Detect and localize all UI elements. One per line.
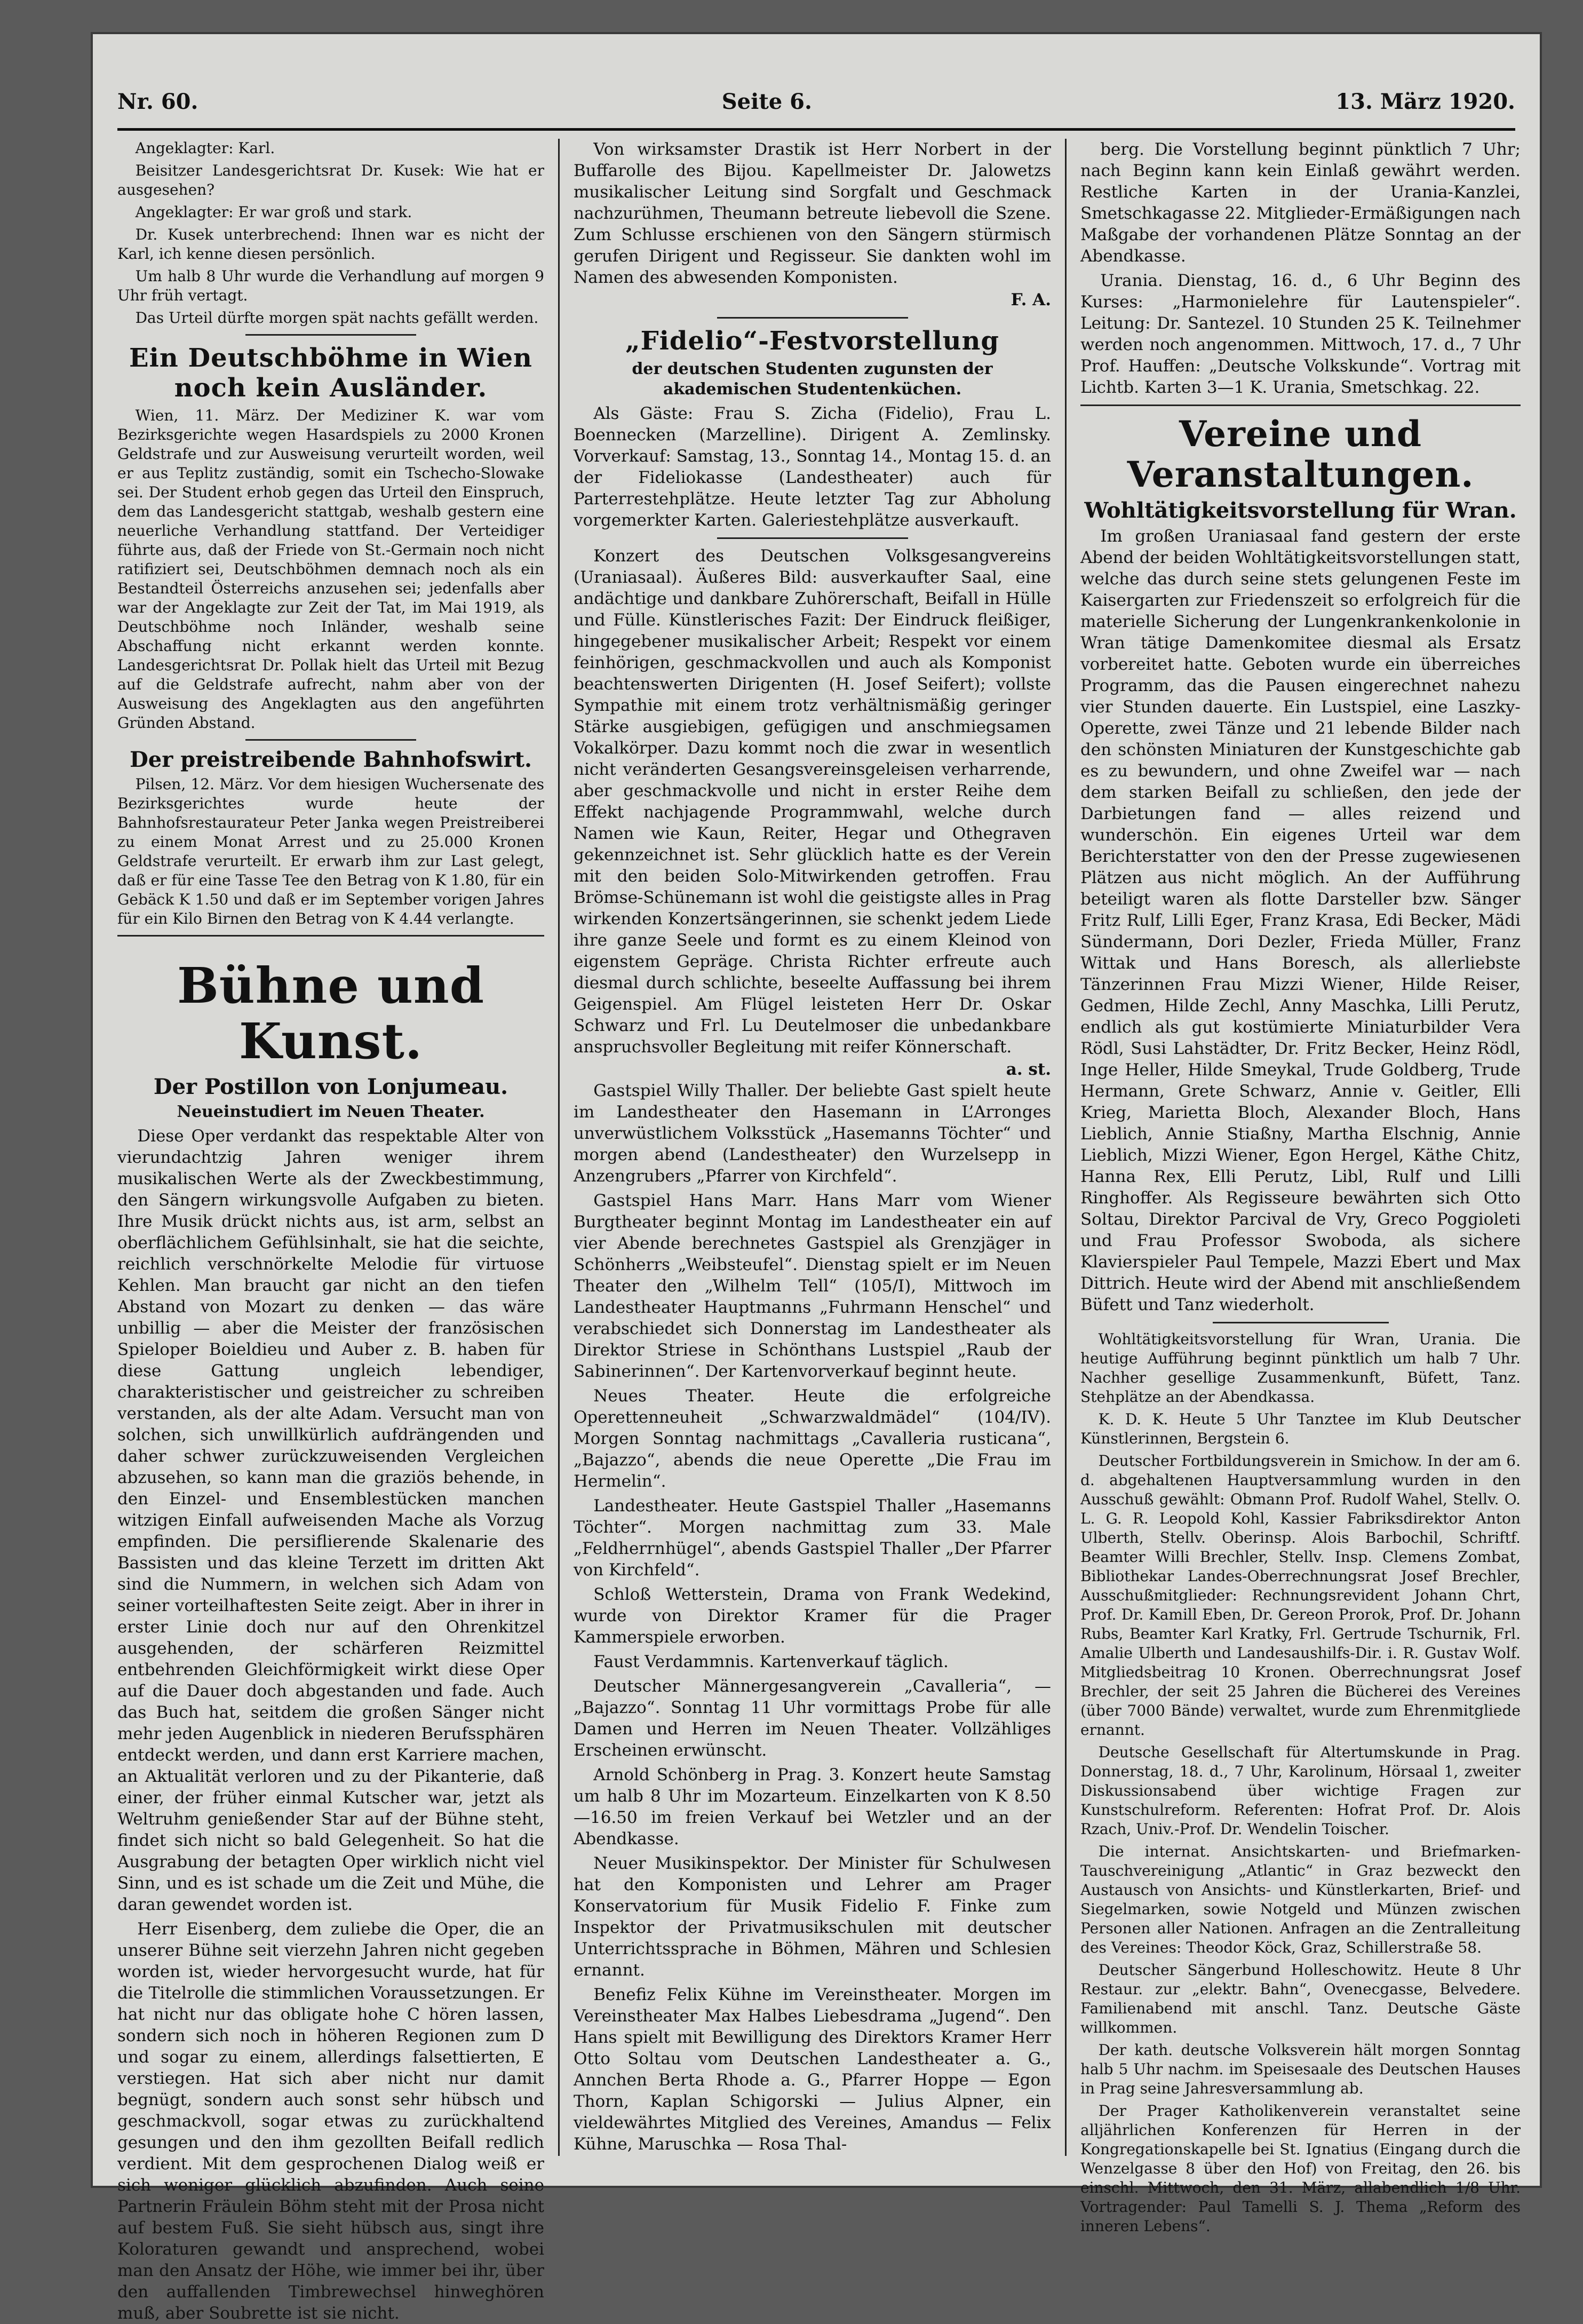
article-body: Im großen Uraniasaal fand gestern der erste Abend der beiden Wohltätigkeitsvorstellungen statt, welche das durch seine stets gelungenen Feste im Kaisergarten zur Friedenszeit so erfolgreich für die materielle Sicherung der Lungenkrankenkolonie in Wran tätige Damenkomitee diesmal als Ersatz vorbereitet hatte. Geboten wurde ein überreiches Programm, das die Pausen eingerechnet nahezu vier Stunden dauerte. Ein Lustspiel, eine Laszky-Operette, zwei Tänze und 21 lebende Bilder nach den schönsten Miniaturen der Kunstgeschichte gab es zu bewundern, und ohne Zweifel war — nach dem starken Beifall zu schließen, den jede der Darbietungen fand — alles reizend und wunderschön. Ein eigenes Urteil war dem Berichterstatter von den der Presse zugewiesenen Plätzen aus nicht möglich. An der Aufführung beteiligt waren als flotte Darsteller bzw. Sänger Fritz Rulf, Lilli Eger, Franz Krasa, Edi Becker, Mädi Sündermann, Dori Dezler, Frieda Müller, Franz Wittak und Hans Boresch, als allerliebste Tänzerinnen Frau Mizzi Wiener, Hilde Reiser, Gedmen, Hilde Zechl, Anny Maschka, Lilli Perutz, endlich als gut kostümierte Miniaturbilder Vera Rödl, Susi Lahstädter, Dr. Fritz Becker, Heinz Rödl, Inge Heller, Hilde Smeykal, Trude Goldberg, Trude Hermann, Grete Schwarz, Annie v. Geitler, Elli Krieg, Marietta Bloch, Alexander Bloch, Hans Lieblich, Annie Stiaßny, Martha Elschnig, Annie Lieblich, Mizzi Wiener, Egon Hergel, Käthe Chitz, Hanna Rex, Elli Perutz, Libl, Rulf und Lilli Ringhoffer. Als Regisseure bewährten sich Otto Soltau, Direktor Parcival de Vry, Greco Poggioleti und Frau Professor Swoboda, als sichere Klavierspieler Paul Tempele, Mazzi Ebert und Max Dittrich. Heute wird der Abend mit anschließendem Büfett und Tanz wiederholt. — [1080, 527, 1521, 1314]
article-headline: Ein Deutschböhme in Wien noch kein Ausländer. — [129, 343, 532, 403]
review-title: Der Postillon von Lonjumeau. — [153, 1074, 508, 1099]
notice-item: Deutsche Gesellschaft für Altertumskunde in Prag. Donnerstag, 18. d., 7 Uhr, Karolinum, Hörsaal 1, zweiter Diskussionsabend über wichtige Fragen zur Kunstschulreform. Referenten: Hofrat Prof. Dr. Alois Rzach, Univ.-Prof. Dr. Wendelin Toischer. — [1080, 1743, 1521, 1838]
news-item: Urania. Dienstag, 16. d., 6 Uhr Beginn des Kurses: „Harmonielehre für Lautenspieler“. Leitung: Dr. Santezel. 10 Stunden 25 K. Teilnehmer werden noch angenommen. Mittwoch, 17. d., 7 Uhr Prof. Hauffen: „Deutsche Volkskunde“. Vortrag mit Lichtb. Karten 3—1 K. Urania, Smetschkag. 22. — [1080, 271, 1521, 397]
divider — [717, 537, 908, 539]
article-headline: Der preistreibende Bahnhofswirt. — [130, 747, 532, 772]
news-item: Arnold Schönberg in Prag. 3. Konzert heute Samstag um halb 8 Uhr im Mozarteum. Einzelkarten von K 8.50—16.50 im freien Verkauf bei Wetzler und an der Abendkasse. — [574, 1765, 1051, 1849]
author-signature: F. A. — [1011, 290, 1051, 310]
divider — [245, 334, 416, 336]
column-divider — [558, 139, 560, 2156]
notice-item: Die internat. Ansichtskarten- und Briefmarken-Tauschvereinigung „Atlantic“ in Graz bezweckt den Austausch von Ansichts- und Künstlerkarten, Brief- und Siegelmarken, sowie Notgeld und Münzen zwischen Personen aller Nationen. Anfragen an die Zentralleitung des Vereines: Theodor Köck, Graz, Schillerstraße 58. — [1080, 1843, 1521, 1956]
section-title: Vereine und Veranstaltungen. — [1127, 413, 1474, 495]
article-headline: „Fidelio“-Festvorstellung — [625, 326, 999, 356]
paragraph: Beisitzer Landesgerichtsrat Dr. Kusek: Wie hat er ausgesehen? — [117, 162, 544, 199]
news-item: Benefiz Felix Kühne im Vereinstheater. Morgen im Vereinstheater Max Halbes Liebesdrama „Jugend“. Den Hans spielt mit Bewilligung des Direktors Kramer Herr Otto Soltau vom Deutschen Landestheater a. G., Annchen Berta Rhode a. G., Pfarrer Hoppe — Egon Thorn, Kaplan Schigorski — Julius Alpner, ein vieldewährtes Mitglied des Vereines, Amandus — Felix Kühne, Maruschka — Rosa Thal- — [574, 1985, 1051, 2154]
paragraph: Das Urteil dürfte morgen spät nachts gefällt werden. — [135, 309, 539, 327]
page-number: Seite 6. — [721, 89, 812, 114]
divider — [717, 317, 908, 319]
column-divider — [1065, 139, 1067, 2156]
news-item: Neuer Musikinspektor. Der Minister für Schulwesen hat den Komponisten und Lehrer am Prager Konservatorium für Musik Fidelio F. Finke zum Inspektor der Privatmusikschulen mit deutscher Unterrichtssprache in Böhmen, Mähren und Schlesien ernannt. — [574, 1854, 1051, 1980]
issue-number: Nr. 60. — [117, 89, 198, 114]
article-headline: Wohltätigkeitsvorstellung für Wran. — [1084, 498, 1517, 523]
divider — [1213, 1322, 1389, 1323]
trial-continuation — [117, 139, 544, 328]
divider — [1080, 404, 1521, 406]
review-subtitle: Neueinstudiert im Neuen Theater. — [177, 1102, 485, 1121]
news-item: Schloß Wetterstein, Drama von Frank Wedekind, wurde von Direktor Kramer für die Prager Kammerspiele erworben. — [574, 1585, 1051, 1647]
paragraph: Um halb 8 Uhr wurde die Verhandlung auf morgen 9 Uhr früh vertagt. — [117, 267, 544, 304]
notice-item: Der Prager Katholikenverein veranstaltet seine alljährlichen Konferenzen für Herren in der Kongregationskapelle bei St. Ignatius (Eingang durch die Wenzelgasse 8 über den Hof) von Freitag, den 26. bis einschl. Mittwoch, den 31. März, allabendlich 1/8 Uhr. Vortragender: Paul Tamelli S. J. Thema „Reform des inneren Lebens“. — [1080, 2102, 1521, 2235]
newspaper-page — [91, 32, 1542, 2323]
news-item: Neues Theater. Heute die erfolgreiche Operettenneuheit „Schwarzwaldmädel“ (104/IV). Morgen Sonntag nachmittags „Cavalleria rusticana“, „Bajazzo“, abends die neue Operette „Die Frau im Hermelin“. — [574, 1386, 1051, 1491]
header-rule — [117, 128, 1515, 131]
article-body: Herr Eisenberg, dem zuliebe die Oper, die an unserer Bühne seit vierzehn Jahren nicht gegeben worden ist, wieder hervorgesucht wurde, hat für die Titelrolle die stimmlichen Voraussetzungen. Er hat nicht nur das obligate hohe C hören lassen, sondern sich noch in höheren Regionen zum D und sogar zu einem, allerdings falsettierten, E verstiegen. Hat sich aber nicht nur damit begnügt, sondern auch sonst sehr hübsch und geschmackvoll, sogar etwas zu zurückhaltend gesungen und den ihm gezollten Beifall redlich verdient. Mit dem gesprochenen Dialog weiß er sich weniger glücklich abzufinden. Auch seine Partnerin Fräulein Böhm steht mit der Prosa nicht auf bestem Fuß. Sie sieht hübsch aus, singt ihre Koloraturen gewandt und ansprechend, wobei man den Ansatz der Höhe, wie immer bei ihr, über den auffallenden Timbrewechsel hinweghören muß, aber Soubrette ist sie nicht. — [117, 1920, 544, 2323]
article-subtitle: der deutschen Studenten zugunsten der akademischen Studentenküchen. — [632, 360, 993, 399]
column-3 — [1080, 139, 1521, 2235]
paragraph: Angeklagter: Er war groß und stark. — [135, 203, 412, 221]
divider — [245, 739, 416, 741]
paragraph: Angeklagter: Karl. — [135, 139, 275, 157]
news-item: Gastspiel Hans Marr. Hans Marr vom Wiener Burgtheater beginnt Montag im Landestheater ein auf vier Abende berechnetes Gastspiel als Grenzjäger in Schönherrs „Weibsteufel“. Dienstag spielt er im Neuen Theater den „Wilhelm Tell“ (105/I), Mittwoch im Landestheater Hauptmanns „Fuhrmann Henschel“ und verabschiedet sich Donnerstag im Landestheater als Direktor Striese in Schönthans Lustspiel „Raub der Sabinerinnen“. Der Kartenvorverkauf beginnt heute. — [574, 1191, 1051, 1381]
notice-item: Wohltätigkeitsvorstellung für Wran, Urania. Die heutige Aufführung beginnt pünktlich um halb 7 Uhr. Nachher gesellige Zusammenkunft, Büfett, Tanz. Stehplätze an der Abendkassa. — [1080, 1330, 1521, 1406]
article-body: Konzert des Deutschen Volksgesangvereins (Uraniasaal). Äußeres Bild: ausverkaufter Saal, eine andächtige und dankbare Zuhörerschaft, Beifall in Hülle und Fülle. Künstlerisches Fazit: Der Eindruck fleißiger, hingegebener musikalischer Arbeit; Respekt vor einem feinhörigen, geschmackvollen und auch als Komponist beachtenswerten Dirigenten (H. Josef Seifert); vollste Sympathie mit einem trotz verhältnismäßig geringer Stärke ausgiebigen, gefügigen und anschmiegsamen Vokalkörper. Dazu kommt noch die zwar in wesentlich nicht veränderten Gesangsvereinsgeleisen verharrende, aber geschmackvolle und nicht in erster Reihe dem Effekt nachjagende Programmwahl, welche durch Namen wie Kaun, Reiter, Hegar und Othegraven gekennzeichnet ist. Sehr glücklich hatte es der Verein mit den beiden Solo-Mitwirkenden getroffen. Frau Brömse-Schünemann ist wohl die geistigste alles in Prag wirkenden Konzertsängerinnen, sie schenkt jedem Liede ihre ganze Seele und formt es zu einem Kleinod von eigenstem Gepräge. Christa Richter erfreute auch diesmal durch schlichte, beseelte Auffassung bei ihrem Geigenspiel. Am Flügel leisteten Herr Dr. Oskar Schwarz und Frl. Lu Deutelmoser die unbedankbare anspruchsvoller Begleitung mit reifer Könnerschaft. — [574, 546, 1051, 1057]
news-item: Faust Verdammnis. Kartenverkauf täglich. — [593, 1652, 949, 1671]
section-title: Bühne und Kunst. — [177, 957, 485, 1070]
notice-item: Deutscher Fortbildungsverein in Smichow. In der am 6. d. abgehaltenen Hauptversammlung wurden in den Ausschuß gewählt: Obmann Prof. Rudolf Wahel, Stellv. O. L. G. R. Leopold Kohl, Kassier Fabriksdirektor Anton Ulberth, Stellv. Oberinsp. Alois Barbochil, Schriftf. Beamter Willi Brechler, Stellv. Insp. Clemens Zombat, Bibliothekar Landes-Oberrechnungsrat Josef Brechler, Ausschußmitglieder: Rechnungsrevident Johann Chrt, Prof. Dr. Kamill Eben, Dr. Gereon Prorok, Prof. Dr. Johann Rubs, Beamter Karl Kratky, Frl. Gertrude Tschurnik, Frl. Amalie Ulberth und Landesaushilfs-Dir. i. R. Gustav Wolf. Mitgliedsbeitrag 10 Kronen. Oberrechnungsrat Josef Brechler, der seit 25 Jahren die Bücherei des Vereines (über 7000 Bände) verwaltet, wurde zum Ehrenmitgliede ernannt. — [1080, 1452, 1521, 1739]
page-header — [117, 80, 1515, 123]
article-body: Als Gäste: Frau S. Zicha (Fidelio), Frau L. Boennecken (Marzelline). Dirigent A. Zemlinsky. Vorverkauf: Samstag, 13., Sonntag 14., Montag 15. d. an der Fideliokasse (Landestheater) auch für Parterrestehplätze. Heute letzter Tag zur Abholung vorgemerkter Karten. Galeriestehplätze ausverkauft. — [574, 404, 1051, 530]
notice-item: K. D. K. Heute 5 Uhr Tanztee im Klub Deutscher Künstlerinnen, Bergstein 6. — [1080, 1410, 1521, 1447]
paragraph: Dr. Kusek unterbrechend: Ihnen war es nicht der Karl, ich kenne diesen persönlich. — [117, 226, 544, 263]
article-body: Von wirksamster Drastik ist Herr Norbert in der Buffarolle des Bijou. Kapellmeister Dr. Jalowetzs musikalischer Leitung sind Sorgfalt und Geschmack nachzurühmen, Theumann betreute liebevoll die Szene. Zum Schlusse erschienen von den Sängern stürmisch gerufen Dirigent und Regisseur. Sie dankten wohl im Namen des abwesenden Komponisten. — [574, 140, 1051, 287]
article-body: berg. Die Vorstellung beginnt pünktlich 7 Uhr; nach Beginn kann kein Einlaß gewährt werden. Restliche Karten in der Urania-Kanzlei, Smetschkagasse 22. Mitglieder-Ermäßigungen nach Maßgabe der vorhandenen Plätze Sonntag an der Abendkasse. — [1080, 140, 1521, 266]
article-body: Diese Oper verdankt das respektable Alter von vierundachtzig Jahren weniger ihrem musikalischen Werte als der Zweckbestimmung, den Sängern wirkungsvolle Aufgaben zu bieten. Ihre Musik drückt nichts aus, ist arm, selbst an oberflächlichem Gefühlsinhalt, sie hat die seichte, reichlich verschnörkelte Melodie für virtuose Kehlen. Man braucht gar nicht an den tiefen Abstand von Mozart zu denken — das wäre unbillig — aber die Meister der französischen Spieloper Boieldieu und Auber z. B. haben für diese Gattung ungleich lebendiger, charakteristischer und geistreicher zu schreiben verstanden, als der alte Adam. Versucht man von solchen, sich unwillkürlich aufdrängenden und daher schwer zurückzuweisenden Vergleichen abzusehen, so kann man die graziös behende, in den Einzel- und Ensemblestücken manchen witzigen Einfall aufweisenden Mache als Vorzug empfinden. Die persiflierende Skalenarie des Bassisten und das kleine Terzett im dritten Akt sind die Nummern, in welchen sich Adam von seiner vorteilhaftesten Seite zeigt. Aber in ihrer in erster Linie doch nur auf den Ohrenkitzel ausgehenden, der schärferen Reizmittel entbehrenden Gleichförmigkeit wirkt diese Oper auf die Dauer doch abgestanden und fade. Auch das Buch hat, seitdem die großen Sänger nicht mehr jeden Augenblick in niederen Berufssphären entdeckt werden, und dann erst Karriere machen, an Aktualität verloren und zu der Pikanterie, daß einer, der früher einmal Kutscher war, jetzt als Weltruhm genießender Star auf der Bühne steht, findet sich nicht so bald Gelegenheit. So hat die Ausgrabung der betagten Oper wirklich nicht viel Sinn, und es ist schade um die Zeit und Mühe, die daran gewendet worden ist. — [117, 1127, 544, 1914]
divider — [117, 935, 544, 937]
issue-date: 13. März 1920. — [1335, 89, 1515, 114]
article-body: Wien, 11. März. Der Mediziner K. war vom Bezirksgerichte wegen Hasardspiels zu 2000 Kronen Geldstrafe und zur Ausweisung verurteilt worden, weil er aus Teplitz zuständig, somit ein Tschecho-Slowake sei. Der Student erhob gegen das Urteil den Einspruch, dem das Landesgericht stattgab, weshalb gestern eine neuerliche Verhandlung stattfand. Der Verteidiger führte aus, daß der Friede von St.-Germain noch nicht ratifiziert sei, Deutschböhmen demnach noch als ein Bestandteil Österreichs anzusehen sei; jedenfalls aber war der Angeklagte zur Zeit der Tat, im Mai 1919, als Deutschböhme noch Inländer, weshalb seine Abschaffung nicht erkannt werden konnte. Landesgerichtsrat Dr. Pollak hielt das Urteil mit Bezug auf die Geldstrafe aufrecht, nahm aber von der Ausweisung des Angeklagten aus den angeführten Gründen Abstand. — [117, 407, 544, 732]
column-1 — [117, 139, 544, 2323]
notice-item: Deutscher Sängerbund Holleschowitz. Heute 8 Uhr Restaur. zur „elektr. Bahn“, Ovenecgasse, Belvedere. Familienabend mit anschl. Tanz. Deutsche Gäste willkommen. — [1080, 1961, 1521, 2036]
news-item: Landestheater. Heute Gastspiel Thaller „Hasemanns Töchter“. Morgen nachmittag zum 33. Male „Feldherrnhügel“, abends Gastspiel Thaller „Der Pfarrer von Kirchfeld“. — [574, 1496, 1051, 1580]
news-item: Deutscher Männergesangverein „Cavalleria“, — „Bajazzo“. Sonntag 11 Uhr vormittags Probe für alle Damen und Herren im Neuen Theater. Vollzähliges Erscheinen erwünscht. — [574, 1677, 1051, 1760]
article-body: Pilsen, 12. März. Vor dem hiesigen Wuchersenate des Bezirksgerichtes wurde heute der Bahnhofsrestaurateur Peter Janka wegen Preistreiberei zu einem Monat Arrest und zu 25.000 Kronen Geldstrafe verurteilt. Er erwarb ihm zur Last gelegt, daß er für eine Tasse Tee den Betrag von K 1.80, für ein Gebäck K 1.50 und daß er im September vorigen Jahres für ein Kilo Birnen den Betrag von K 4.44 verlangte. — [117, 775, 544, 927]
column-2 — [574, 139, 1051, 2156]
news-item: Gastspiel Willy Thaller. Der beliebte Gast spielt heute im Landestheater den Hasemann in L’Arronges unverwüstlichem Volksstück „Hasemanns Töchter“ und morgen abend (Landestheater) den Wurzelsepp in Anzengrubers „Pfarrer von Kirchfeld“. — [574, 1081, 1051, 1186]
author-signature: a. st. — [1006, 1060, 1051, 1079]
notice-item: Der kath. deutsche Volksverein hält morgen Sonntag halb 5 Uhr nachm. im Speisesaale des Deutschen Hauses in Prag seine Jahresversammlung ab. — [1080, 2041, 1521, 2097]
